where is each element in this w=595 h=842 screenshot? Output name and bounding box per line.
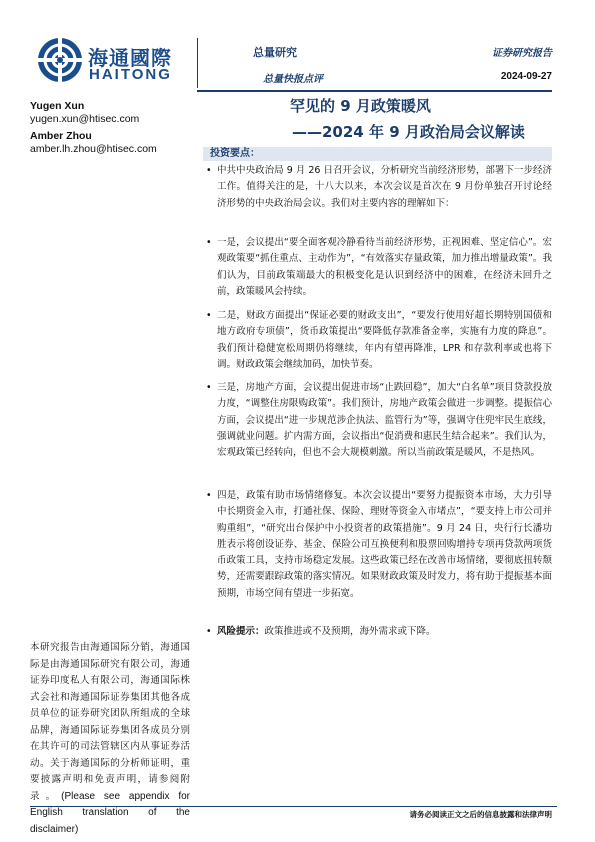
author-name: Yugen Xun xyxy=(30,100,85,112)
logo-chinese-name: 海通國際 xyxy=(88,46,172,70)
report-date: 2024-09-27 xyxy=(500,71,552,82)
key-point-text: 三是，房地产方面，会议提出促进市场“止跌回稳”，加大“白名单”项目贷款投放力度，“调整住房限购政策”。我们预计，房地产政策会做进一步调整。提振信心方面，会议提出“进一步规范涉企执法、监管行为”等，强调守住兜牢民生底线，强调就业问题。扩内需方面，会议指出“促消费和惠民生结合起来”。我们认为，宏观政策已经转向，但也不会大规模刺激。所以当前政策是暖风，不是热风。 xyxy=(217,382,552,459)
report-subtype: 总量快报点评 xyxy=(263,74,323,85)
key-point-item xyxy=(206,308,552,373)
author-email[interactable]: yugen.xun@htisec.com xyxy=(30,113,140,125)
bullet-icon: • xyxy=(206,382,212,393)
disclaimer-en: (Please see appendix for English translation of the disclaimer) xyxy=(30,790,190,835)
author-email[interactable]: amber.lh.zhou@htisec.com xyxy=(30,143,157,155)
bullet-icon: • xyxy=(206,490,212,501)
bullet-icon: • xyxy=(206,165,212,176)
footer-notice: 请务必阅读正文之后的信息披露和法律声明 xyxy=(409,810,552,819)
key-point-item xyxy=(206,163,552,212)
key-point-text: 四是，政策有助市场情绪修复。本次会议提出“要努力提振资本市场，大力引导中长期资金入市，打通社保、保险、理财等资金入市堵点”，“要支持上市公司并购重组”，“研究出台保护中小投资者的政策措施”。9 月 24 日，央行行长潘功胜表示将创设证券、基金、保险公司互换便利和股票回购增持专项再贷款两项货币政策工具，支持市场稳定发展。这些政策已经在改善市场情绪，要彻底扭转颓势，还需要跟踪政策的落实情况。如果财政政策及时发力，将有助于提振基本面预期，市场空间有望进一步拓宽。 xyxy=(217,490,552,599)
disclaimer-cn: 本研究报告由海通国际分销，海通国际是由海通国际研究有限公司，海通证券印度私人有限公司，海通国际株式会社和海通国际证券集团其他各成员单位的证券研究团队所组成的全球品牌，海通国际证券集团各成员分别在其许可的司法管辖区内从事证券活动。关于海通国际的分析师证明，重要披露声明和免责声明，请参阅附录。 xyxy=(30,642,190,802)
risk-warning-item xyxy=(206,624,552,640)
key-points-label: 投资要点： xyxy=(210,148,260,159)
header-divider xyxy=(197,38,198,88)
report-series: 证券研究报告 xyxy=(492,48,552,59)
header-rule xyxy=(197,90,552,92)
key-point-text: 中共中央政治局 9 月 26 日召开会议，分析研究当前经济形势，部署下一步经济工作。值得关注的是，十八大以来，本次会议是首次在 9 月份单独召开讨论经济形势的中央政治局会议。我们对主要内容的理解如下： xyxy=(217,165,552,209)
risk-warning xyxy=(206,624,552,640)
key-point-text: 二是，财政方面提出“保证必要的财政支出”，“要发行使用好超长期特别国债和地方政府专项债”，货币政策提出“要降低存款准备金率，实施有力度的降息”。我们预计稳健宽松周期仍将继续，年内有望再降准，LPR 和存款利率或也将下调。财政政策会继续加码，加快节奏。 xyxy=(217,310,552,370)
footer-rule xyxy=(30,806,557,807)
haitong-logo-icon xyxy=(37,37,83,83)
key-point-item xyxy=(206,488,552,602)
key-point-item xyxy=(206,235,552,300)
logo-english-name: HAITONG xyxy=(89,66,172,83)
key-point-text: 一是，会议提出“要全面客观冷静看待当前经济形势，正视困难、坚定信心”。宏观政策要“抓住重点、主动作为”，“有效落实存量政策，加力推出增量政策”。我们认为，目前政策端最大的积极变化是认识到经济中的困难，在经济未回升之前，政策暖风会持续。 xyxy=(217,237,552,297)
bullet-icon: • xyxy=(206,237,212,248)
author-name: Amber Zhou xyxy=(30,130,92,142)
author-2 xyxy=(30,130,157,156)
report-type: 总量研究 xyxy=(253,46,297,59)
report-title: 罕见的 9 月政策暖风 xyxy=(290,97,431,115)
risk-warning-text: 政策推进或不及预期，海外需求或下降。 xyxy=(264,626,436,637)
key-point-item xyxy=(206,380,552,461)
bullet-icon: • xyxy=(206,626,212,637)
report-subtitle: ——2024 年 9 月政治局会议解读 xyxy=(292,123,525,141)
risk-warning-label: 风险提示： xyxy=(217,626,265,637)
author-1 xyxy=(30,100,139,126)
bullet-icon: • xyxy=(206,310,212,321)
disclaimer xyxy=(30,640,190,838)
